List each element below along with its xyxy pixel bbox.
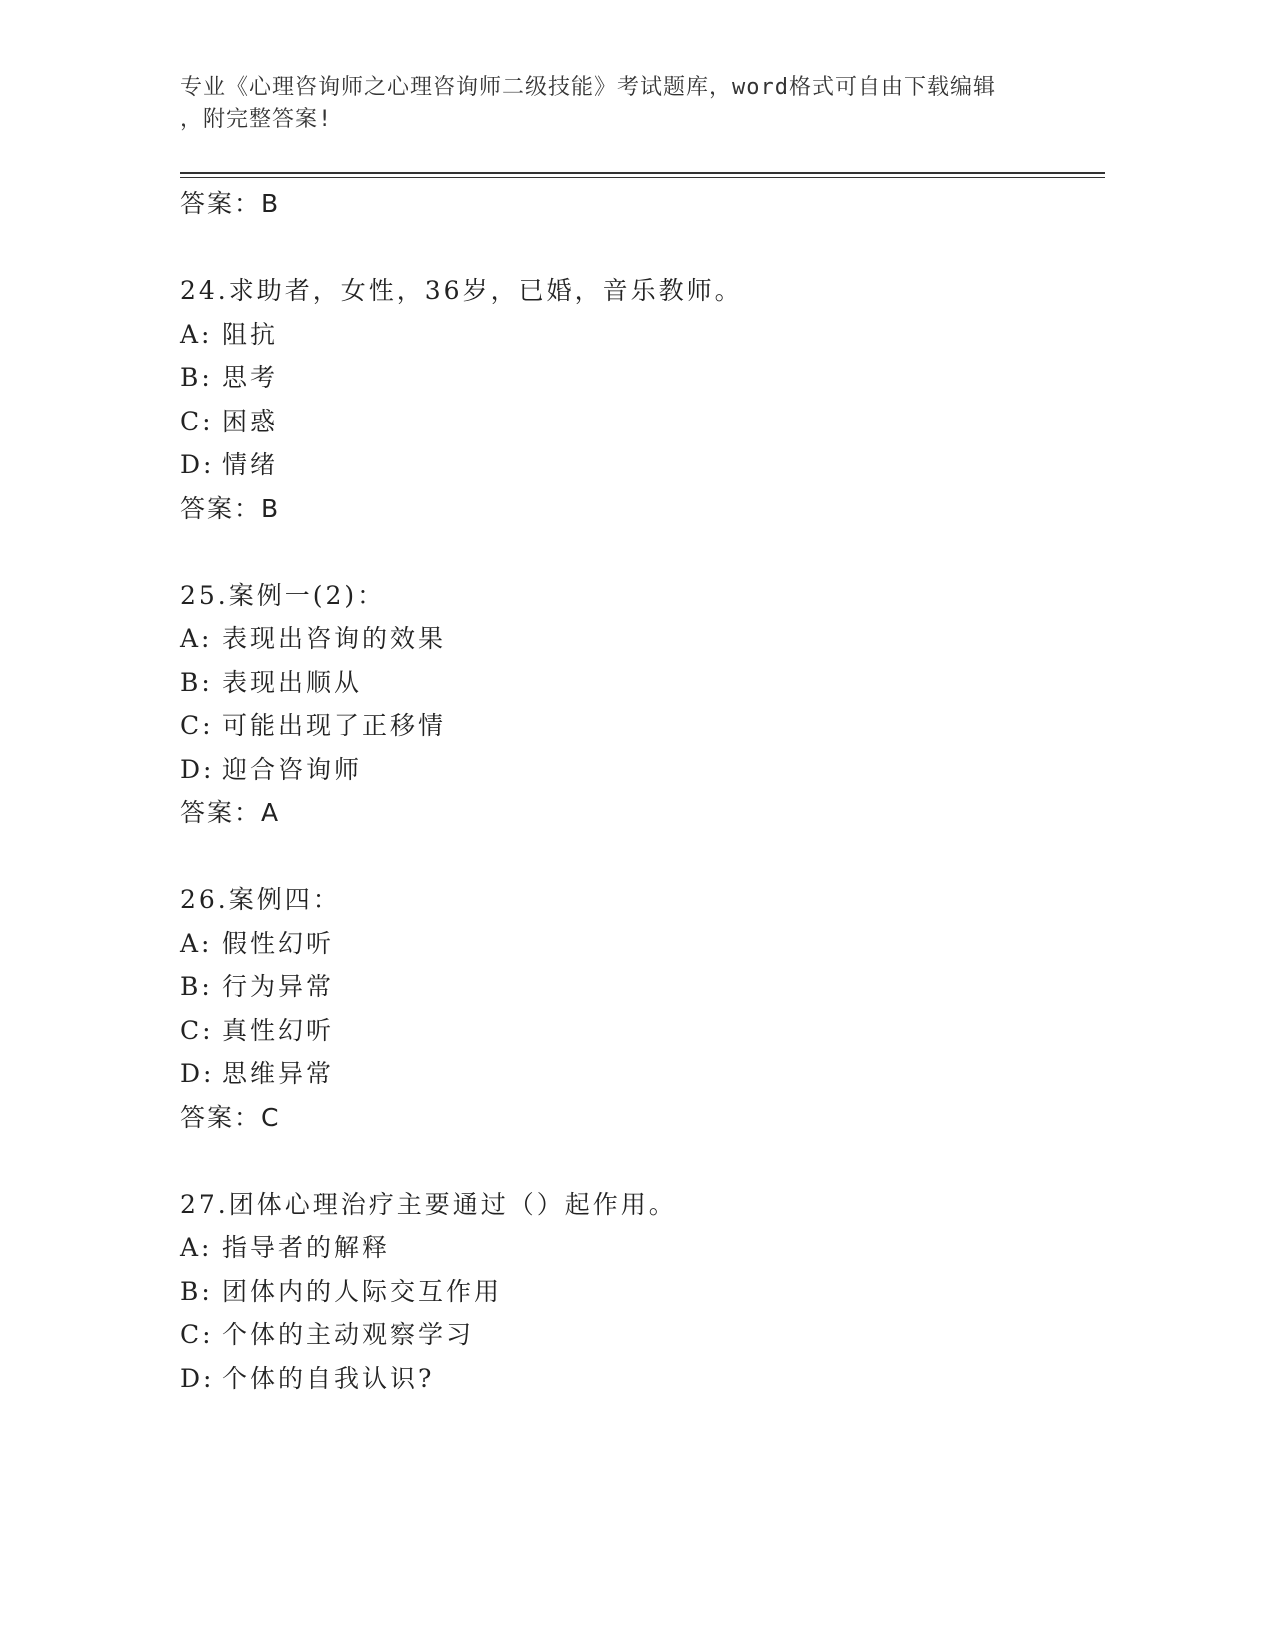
option-label: B:	[180, 363, 213, 392]
spacer	[180, 226, 1100, 270]
question-stem: 27.团体心理治疗主要通过（）起作用。	[180, 1189, 677, 1219]
option-label: D:	[180, 1363, 215, 1393]
option-c	[180, 400, 1100, 444]
option-d	[180, 748, 1100, 792]
option-text: 迎合咨询师	[222, 754, 363, 784]
answer-line: 答案：B	[180, 493, 281, 523]
question-block	[180, 1183, 1100, 1401]
option-text: 困惑	[222, 406, 279, 436]
question-stem: 24.求助者，女性，36岁，已婚，音乐教师。	[180, 276, 743, 305]
option-label: A:	[180, 1233, 213, 1262]
spacer	[180, 835, 1100, 879]
option-text: 个体的主动观察学习	[222, 1320, 475, 1349]
document-header	[180, 72, 1060, 136]
option-label: D:	[180, 450, 215, 479]
option-d	[180, 1052, 1100, 1096]
option-label: B:	[180, 667, 213, 697]
option-c	[180, 1313, 1100, 1357]
question-list	[180, 182, 1100, 1400]
option-text: 阻抗	[222, 319, 279, 349]
answer-line: 答案：C	[180, 1102, 281, 1132]
option-text: 思维异常	[222, 1059, 335, 1088]
option-text: 假性幻听	[222, 928, 335, 958]
option-b	[180, 661, 1100, 705]
option-a	[180, 922, 1100, 966]
option-b	[180, 965, 1100, 1009]
option-c	[180, 704, 1100, 748]
answer-line: 答案：B	[180, 189, 281, 218]
option-d	[180, 1357, 1100, 1401]
option-label: C:	[180, 406, 214, 436]
option-label: B:	[180, 1276, 213, 1306]
option-b	[180, 356, 1100, 400]
option-text: 情绪	[222, 450, 279, 479]
option-label: C:	[180, 1015, 214, 1045]
question-block	[180, 574, 1100, 835]
spacer	[180, 1139, 1100, 1183]
question-block	[180, 269, 1100, 530]
option-text: 思考	[222, 363, 279, 392]
option-text: 可能出现了正移情	[222, 711, 447, 740]
option-a	[180, 617, 1100, 661]
option-text: 团体内的人际交互作用	[222, 1276, 503, 1306]
option-text: 表现出顺从	[222, 667, 363, 697]
option-text: 指导者的解释	[222, 1233, 391, 1262]
option-a	[180, 1226, 1100, 1270]
answer-line: 答案：A	[180, 798, 281, 827]
option-label: B:	[180, 972, 213, 1001]
option-label: A:	[180, 928, 213, 958]
spacer	[180, 530, 1100, 574]
option-label: C:	[180, 711, 214, 740]
option-label: A:	[180, 624, 213, 653]
option-text: 行为异常	[222, 972, 335, 1001]
header-line-1: 专业《心理咨询师之心理咨询师二级技能》考试题库，word格式可自由下载编辑	[180, 75, 996, 100]
option-label: D:	[180, 754, 215, 784]
option-label: D:	[180, 1059, 215, 1088]
question-block	[180, 878, 1100, 1139]
option-text: 个体的自我认识?	[222, 1363, 435, 1393]
option-a	[180, 313, 1100, 357]
header-divider-thin	[180, 177, 1105, 178]
question-stem: 25.案例一(2)：	[180, 580, 386, 610]
header-line-2: ，附完整答案!	[180, 107, 333, 132]
option-text: 表现出咨询的效果	[222, 624, 447, 653]
option-label: A:	[180, 319, 213, 349]
question-stem: 26.案例四：	[180, 885, 341, 914]
option-b	[180, 1270, 1100, 1314]
option-text: 真性幻听	[222, 1015, 335, 1045]
option-label: C:	[180, 1320, 214, 1349]
header-divider-thick	[180, 172, 1105, 174]
option-d	[180, 443, 1100, 487]
option-c	[180, 1009, 1100, 1053]
